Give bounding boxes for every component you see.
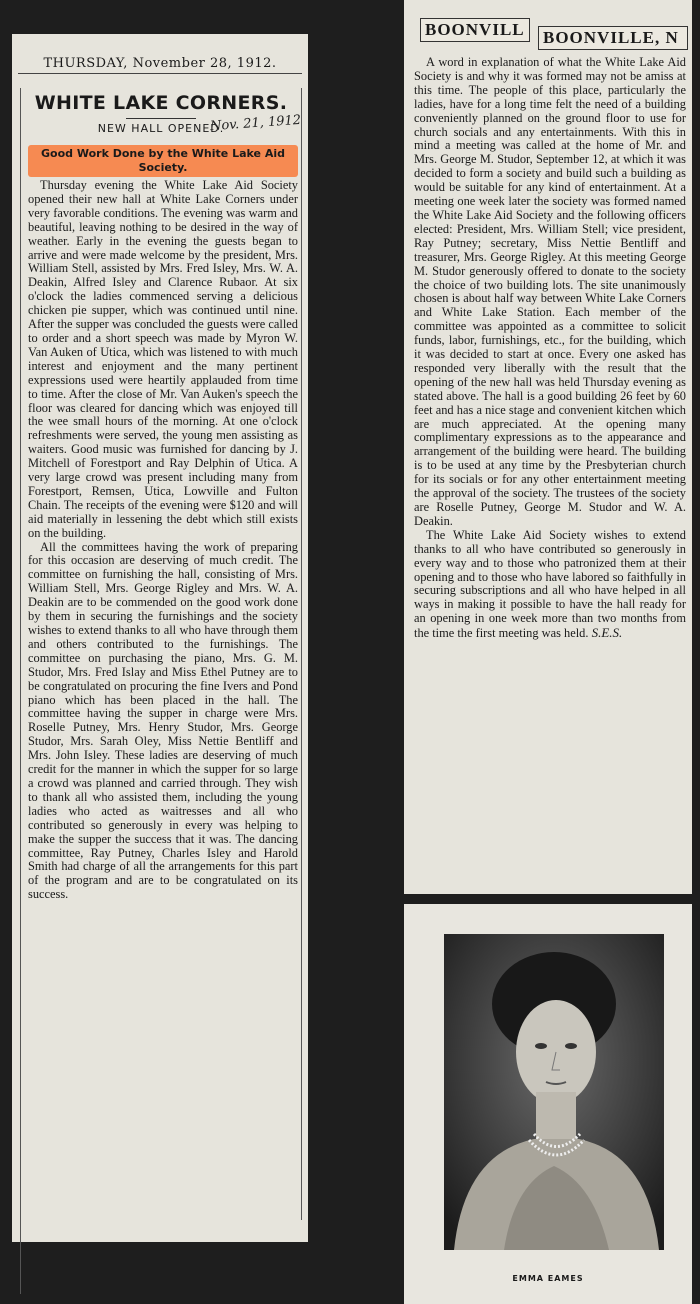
left-article (22, 90, 300, 902)
masthead-fragments (412, 12, 692, 46)
masthead-fragment-left: BOONVILL (420, 18, 530, 42)
article-subhead: NEW HALL OPENED. (97, 122, 225, 135)
dateline: THURSDAY, November 28, 1912. (18, 56, 302, 74)
article-headline: WHITE LAKE CORNERS. (34, 92, 288, 114)
masthead-fragment-right: BOONVILLE, N (538, 26, 688, 50)
paragraph: Thursday evening the White Lake Aid Society opened their new hall at White Lake Corners under very favorable conditions. The evening was warm and beautiful, leaving nothing to be desired in the way of weather. Early in the evening the guests began to arrive and were made welcome by the president, Mrs. William Stell, assisted by Mrs. Fred Isley, Mrs. W. A. Deakin, Alfred Isley and Clarence Rubaor. At six o'clock the ladies commenced serving a delicious chicken pie supper, which was continued until nine. After the supper was concluded the guests were called to order and a short speech was made by Myron W. Van Auken of Utica, which was listened to with much interest and enjoyment and the many pertinent expressions used were heartily applauded from time to time. After the close of Mr. Van Auken's speech the floor was cleared for dancing which was enjoyed till the wee small hours of the morning. At one o'clock refreshments were served, the young men assisting as waiters. Good music was furnished for dancing by J. Mitchell of Forestport and Ray Delphin of Utica. A very large crowd was present including many from Forestport, Remsen, Utica, Lowville and Fulton Chain. The receipts of the evening were $120 and will aid materially in lessening the debt which still exists on the building. (28, 178, 298, 540)
paragraph: A word in explanation of what the White Lake Aid Society is and why it was formed may not be amiss at this time. The people of this place, particularly the ladies, have for a long time felt the need of a building conveniently planned on the ground floor to use for church socials and any entertainments. With this in mind a meeting was called at the home of Mr. and Mrs. George M. Studor, September 12, at which it was decided to form a society and build such a building as would be suitable for any kind of entertainment. At a meeting one week later the society was formed named the White Lake Aid Society and the following officers elected: President, Mrs. William Stell; vice president, Ray Putney; secretary, Miss Nettie Bentliff and treasurer, Mrs. George Rigley. At this meeting George M. Studor generously offered to donate to the society the choice of two building lots. The site unanimously chosen is about half way between White Lake Corners and White Lake Station. Each member of the committee was appointed as a committee to solicit funds, labor, furnishings, etc., for the building, which it was decided to start at once. Every one asked has responded very liberally with the result that the opening of the new hall was held Thursday evening as stated above. The hall is a good building 26 feet by 60 feet and has a nice stage and convenient kitchen which are much appreciated. At the opening many complimentary expressions as to the appearance and arrangement of the building were heard. The building is to be used at any time by the Presbyterian church for its socials or for any other entertainment meeting the approval of the society. The trustees of the society are Roselle Putney, George M. Studor and W. A. Deakin. (414, 55, 686, 528)
column-rule-right (301, 88, 302, 1220)
headline-rule (126, 118, 196, 119)
paragraph: All the committees having the work of preparing for this occasion are deserving of much credit. The committee on furnishing the hall, consisting of Mrs. William Stell, Mrs. George Rigley and Mrs. W. A. Deakin are to be commended on the good work done by them in securing the furnishings and the society wishes to extend thanks to all who have through them and others contributed to the furnishings. The committee on purchasing the piano, Mrs. G. M. Studor, Mrs. Fred Islay and Miss Ethel Putney are to be congratulated on procuring the fine Ivers and Pond piano which has been placed in the hall. The committee having the supper in charge were Mrs. Roselle Putney, Mrs. Henry Studor, Mrs. George Studor, Mrs. Sarah Oley, Miss Nettie Bentliff and Mrs. John Isley. These ladies are deserving of much credit for the manner in which the supper for so large a crowd was planned and carried through. They wish to thank all who assisted them, including the young ladies who acted as waitresses and all who contributed so generously in every was helping to make the supper the success that it was. The dancing committee, Ray Putney, Charles Isley and Harold Smith had charge of all the arrangements for this part of the program and are to be congratulated on its success. (28, 539, 298, 902)
paragraph (414, 529, 686, 641)
article-body (22, 179, 300, 902)
author-initials: S.E.S. (591, 625, 623, 641)
paragraph-text: The White Lake Aid Society wishes to extend thanks to all who have contributed so generously in every way and to those who patronized them at their opening and to those who have labored so faithfully in securing subscriptions and all who have helped in all ways in making it possible to have the hall ready for an opening in one week more than two months from the time the first meeting was held. (414, 527, 686, 641)
article-body-continued (414, 56, 686, 641)
portrait-illustration (444, 934, 664, 1250)
portrait-photo (444, 934, 664, 1250)
highlighted-subheading: Good Work Done by the White Lake Aid Society. (28, 145, 298, 177)
right-article (414, 56, 686, 641)
photo-caption: EMMA EAMES (512, 1274, 584, 1283)
handwritten-date: Nov. 21, 1912 (209, 112, 302, 135)
